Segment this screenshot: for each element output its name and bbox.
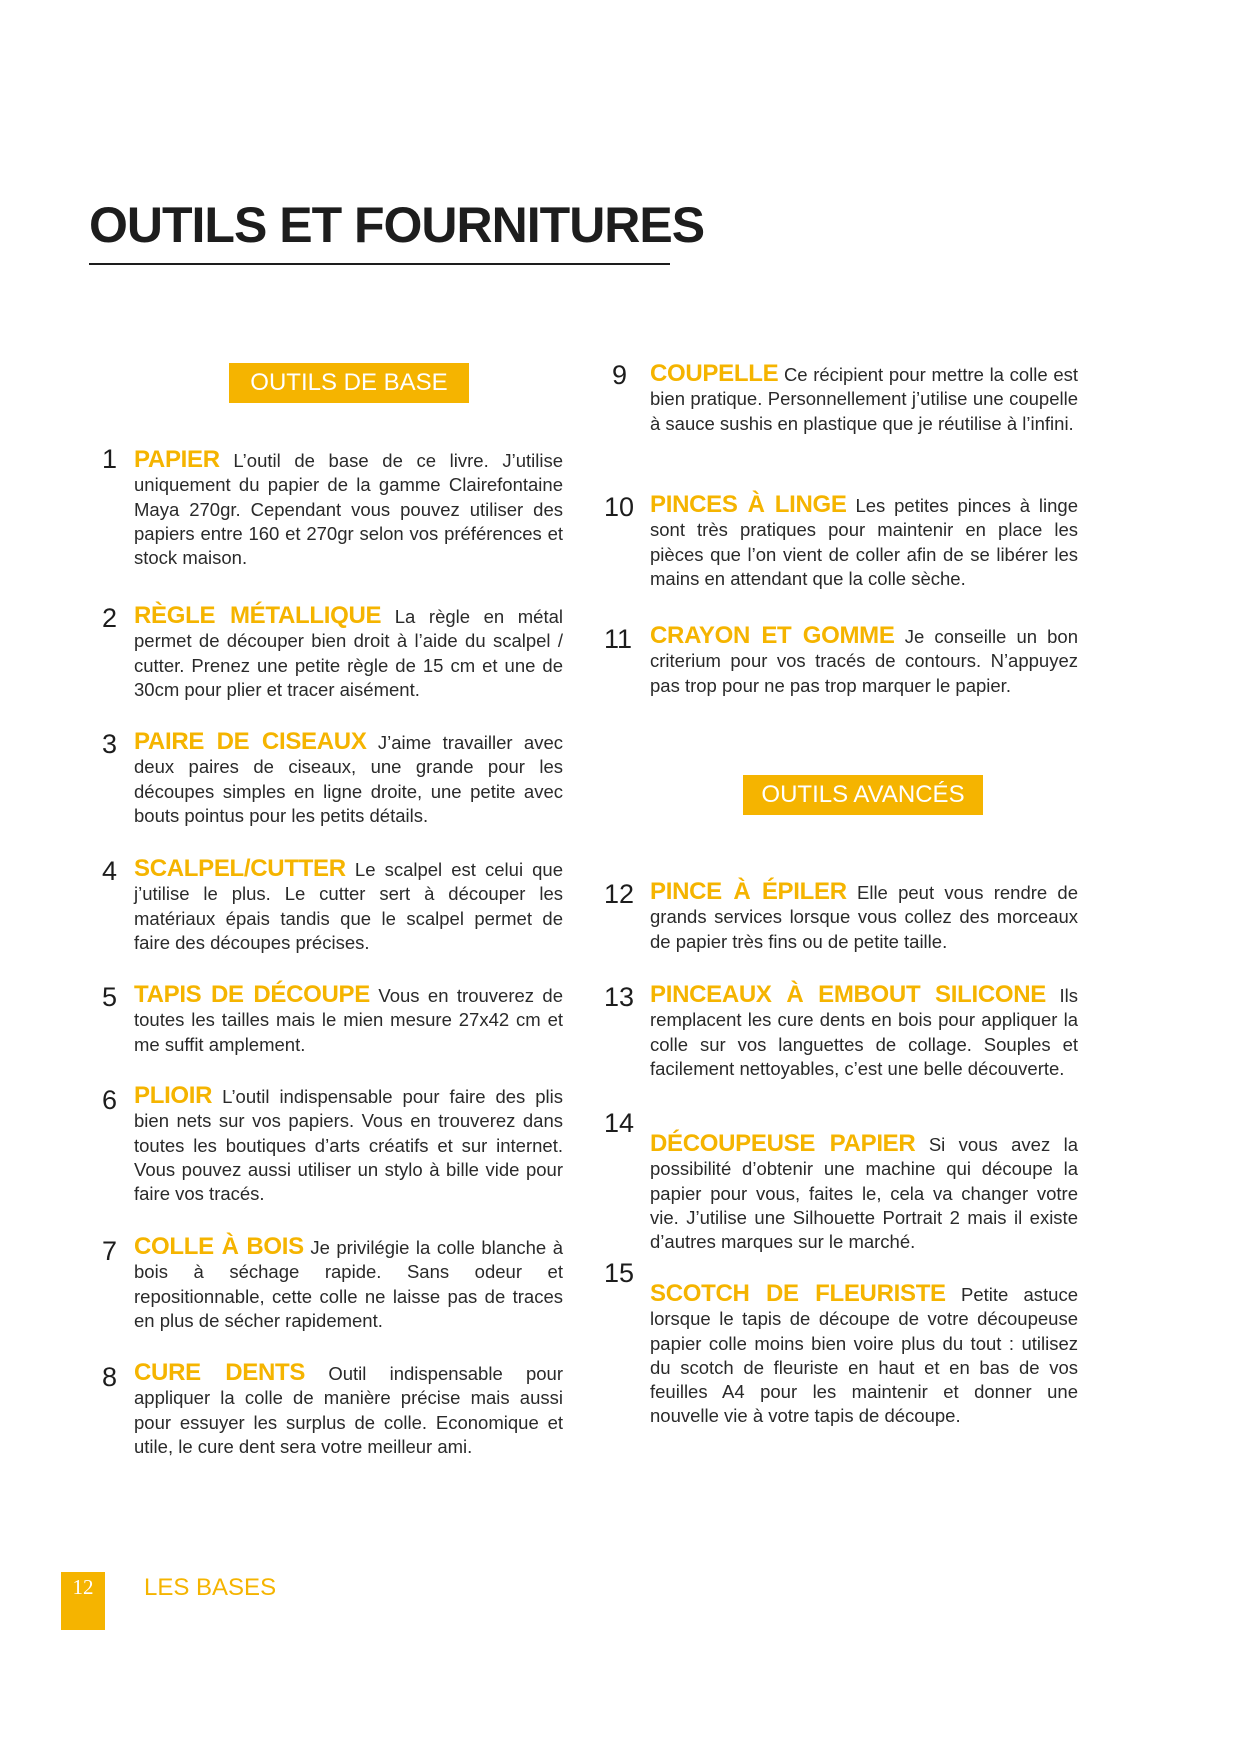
item-body — [650, 1282, 1078, 1429]
item-description: Ce récipient pour mettre la colle est bien pratique. Personnellement j’utilise une coupelle à sauce sushis en plastique que je réutilise à l’infini. — [650, 364, 1079, 434]
item-number: 13 — [604, 982, 635, 1012]
item-body — [650, 493, 1078, 591]
item-body — [650, 362, 1078, 436]
page-title: OUTILS ET FOURNITURES — [89, 197, 705, 253]
item-title: PINCE À ÉPILER — [650, 878, 847, 905]
item-number: 1 — [102, 444, 118, 474]
item-body — [134, 983, 563, 1057]
item-title: SCOTCH DE FLEURISTE — [650, 1280, 946, 1307]
item-body — [650, 880, 1078, 954]
item-description: L’outil de base de ce livre. J’utilise uniquement du papier de la gamme Clairefontaine Maya 270gr. Cependant vous pouvez utiliser des papiers entre 160 et 270gr selon vos préférences et stock maison. — [134, 450, 563, 569]
item-title: SCALPEL/CUTTER — [134, 855, 346, 882]
item-description: L’outil indispensable pour faire des plis bien nets sur vos papiers. Vous en trouverez dans toutes les boutiques d’arts créatifs et sur internet. Vous pouvez aussi utiliser un stylo à bille vide pour faire vos tracés. — [134, 1086, 563, 1205]
item-description: Vous en trouverez de toutes les tailles mais le mien mesure 27x42 cm et me suffit amplement. — [134, 985, 564, 1055]
item-description: Les petites pinces à linge sont très pratiques pour maintenir en place les pièces que l’on vient de coller afin de se libérer les mains en attendant que la colle sèche. — [650, 495, 1079, 589]
item-title: COUPELLE — [650, 360, 779, 387]
item-description: Le scalpel est celui que j’utilise le plus. Le cutter sert à découper les matériaux épais tandis que le scalpel permet de faire des découpes précises. — [134, 859, 563, 953]
item-body — [134, 1235, 563, 1333]
item-number: 11 — [604, 624, 633, 654]
item-body — [650, 983, 1078, 1081]
item-number: 2 — [102, 603, 118, 633]
item-title: COLLE À BOIS — [134, 1233, 304, 1260]
item-description: Je privilégie la colle blanche à bois à séchage rapide. Sans odeur et repositionnable, cette colle ne laisse pas de traces en plus de sécher rapidement. — [134, 1237, 563, 1331]
page-number: 12 — [72, 1575, 94, 1599]
item-description: La règle en métal permet de découper bien droit à l’aide du scalpel / cutter. Prenez une petite règle de 15 cm et une de 30cm pour plier et tracer aisément. — [134, 606, 564, 700]
item-title: PINCES À LINGE — [650, 491, 847, 518]
item-body — [650, 1132, 1078, 1254]
item-number: 5 — [102, 982, 118, 1012]
item-title: PAPIER — [134, 446, 220, 473]
item-title: PAIRE DE CISEAUX — [134, 728, 367, 755]
item-title: PLIOIR — [134, 1082, 213, 1109]
item-body — [134, 604, 563, 702]
item-number: 6 — [102, 1085, 118, 1115]
item-description: Si vous avez la possibilité d’obtenir une machine qui découpe la papier pour vous, faites le, cela va changer votre vie. J’utilise une Silhouette Portrait 2 mais il existe d’autres marques sur le marché. — [650, 1134, 1078, 1253]
item-number: 12 — [604, 879, 635, 909]
section-badge-advanced: OUTILS AVANCÉS — [743, 775, 983, 815]
item-body — [134, 1361, 563, 1459]
item-number: 8 — [102, 1362, 118, 1392]
item-number: 15 — [604, 1258, 635, 1288]
item-body — [134, 1084, 563, 1206]
item-title: PINCEAUX À EMBOUT SILICONE — [650, 981, 1046, 1008]
footer-section-name: LES BASES — [144, 1574, 277, 1601]
item-body — [650, 624, 1078, 698]
item-body — [134, 730, 563, 828]
item-description: Ils remplacent les cure dents en bois pour appliquer la colle sur vos languettes de collage. Souples et facilement nettoyables, c’est une belle découverte. — [650, 985, 1078, 1079]
item-number: 3 — [102, 729, 118, 759]
item-title: RÈGLE MÉTALLIQUE — [134, 602, 382, 629]
item-number: 9 — [612, 360, 628, 390]
item-body — [134, 448, 563, 570]
item-title: CRAYON ET GOMME — [650, 622, 895, 649]
item-description: Outil indispensable pour appliquer la colle de manière précise mais aussi pour essuyer les surplus de colle. Economique et utile, le cure dent sera votre meilleur ami. — [134, 1363, 564, 1457]
item-number: 10 — [604, 492, 635, 522]
item-description: Elle peut vous rendre de grands services lorsque vous collez des morceaux de papier très fins ou de petite taille. — [650, 882, 1079, 952]
item-number: 7 — [102, 1236, 118, 1266]
item-description: Petite astuce lorsque le tapis de découpe de votre découpeuse papier colle moins bien voire plus du tout : utilisez du scotch de fleuriste en haut et en bas de vos feuilles A4 pour les maintenir et donner une nouvelle vie à votre tapis de découpe. — [650, 1284, 1078, 1427]
item-description: Je conseille un bon criterium pour vos tracés de contours. N’appuyez pas trop pour ne pas trop marquer le papier. — [650, 626, 1079, 696]
item-title: DÉCOUPEUSE PAPIER — [650, 1130, 916, 1157]
item-body — [134, 857, 563, 955]
item-title: TAPIS DE DÉCOUPE — [134, 981, 370, 1008]
item-description: J’aime travailler avec deux paires de ciseaux, une grande pour les découpes simples en ligne droite, une petite avec bouts pointus pour les petits détails. — [134, 732, 563, 826]
title-underline — [89, 263, 670, 265]
item-number: 4 — [102, 856, 118, 886]
item-title: CURE DENTS — [134, 1359, 306, 1386]
section-badge-base: OUTILS DE BASE — [229, 363, 469, 403]
item-number: 14 — [604, 1108, 635, 1138]
